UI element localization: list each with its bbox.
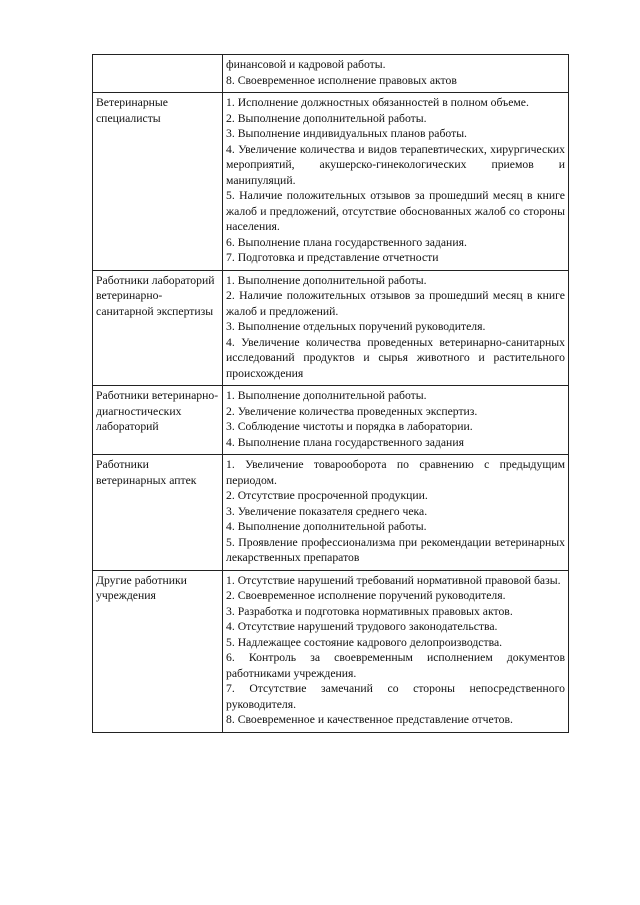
criterion-item: 2. Наличие положительных отзывов за прошедший месяц в книге жалоб и предложений. (226, 289, 565, 318)
criterion-item: 5. Надлежащее состояние кадрового делопроизводства. (226, 635, 503, 649)
category-cell: Работники ветеринарно-диагностических лабораторий (93, 386, 223, 455)
criterion-item: 4. Увеличение количества и видов терапевтических, хирургических мероприятий, акушерско-гинекологических приемов и манипуляций. (226, 142, 565, 187)
criterion-item: финансовой и кадровой работы. (226, 58, 386, 71)
criterion-item: 1. Увеличение товарооборота по сравнению с предыдущим периодом. (226, 458, 565, 487)
criterion-item: 5. Наличие положительных отзывов за прошедший месяц в книге жалоб и предложений, отсутствие обоснованных жалоб со стороны населения. (226, 189, 565, 233)
criteria-cell (223, 386, 569, 455)
criteria-cell (223, 55, 569, 93)
table-row (93, 386, 569, 455)
criterion-item: 1. Исполнение должностных обязанностей в полном объеме. (226, 96, 529, 109)
criteria-cell (223, 455, 569, 571)
criterion-item: 4. Отсутствие нарушений трудового законодательства. (226, 620, 498, 633)
category-cell (93, 55, 223, 93)
criterion-item: 2. Выполнение дополнительной работы. (226, 111, 427, 125)
criterion-item: 1. Выполнение дополнительной работы. (226, 389, 427, 402)
table-row (93, 270, 569, 386)
criterion-item: 4. Выполнение дополнительной работы. (226, 520, 427, 533)
table-row (93, 570, 569, 732)
criterion-item: 3. Выполнение индивидуальных планов работы. (226, 127, 467, 140)
table-row (93, 55, 569, 93)
table-row (93, 93, 569, 271)
criteria-cell (223, 93, 569, 271)
criterion-item: 8. Своевременное исполнение правовых актов (226, 73, 457, 87)
criteria-cell (223, 270, 569, 386)
criterion-item: 3. Выполнение отдельных поручений руководителя. (226, 320, 486, 333)
criterion-item: 4. Увеличение количества проведенных ветеринарно-санитарных исследований продуктов и сырья животного и растительного происхождения (226, 335, 565, 380)
category-cell: Ветеринарные специалисты (93, 93, 223, 271)
criterion-item: 6. Выполнение плана государственного задания. (226, 235, 467, 249)
criterion-item: 7. Отсутствие замечаний со стороны непосредственного руководителя. (226, 682, 565, 711)
criterion-item: 8. Своевременное и качественное представление отчетов. (226, 713, 513, 726)
criteria-table (92, 54, 569, 733)
criterion-item: 3. Увеличение показателя среднего чека. (226, 504, 428, 518)
criterion-item: 4. Выполнение плана государственного задания (226, 435, 464, 449)
category-cell: Другие работники учреждения (93, 570, 223, 732)
criteria-cell (223, 570, 569, 732)
criterion-item: 3. Соблюдение чистоты и порядка в лаборатории. (226, 420, 473, 433)
criterion-item: 3. Разработка и подготовка нормативных правовых актов. (226, 604, 513, 618)
category-cell: Работники лабораторий ветеринарно-санитарной экспертизы (93, 270, 223, 386)
criterion-item: 1. Выполнение дополнительной работы. (226, 273, 427, 287)
criterion-item: 7. Подготовка и представление отчетности (226, 251, 439, 264)
criterion-item: 2. Увеличение количества проведенных экспертиз. (226, 404, 478, 418)
criterion-item: 2. Своевременное исполнение поручений руководителя. (226, 589, 506, 602)
criteria-table-body (93, 55, 569, 733)
criterion-item: 5. Проявление профессионализма при рекомендации ветеринарных лекарственных препаратов (226, 535, 565, 564)
table-row (93, 455, 569, 571)
criterion-item: 1. Отсутствие нарушений требований нормативной правовой базы. (226, 573, 561, 587)
category-cell: Работники ветеринарных аптек (93, 455, 223, 571)
criterion-item: 2. Отсутствие просроченной продукции. (226, 489, 428, 502)
criterion-item: 6. Контроль за своевременным исполнением документов работниками учреждения. (226, 651, 565, 680)
